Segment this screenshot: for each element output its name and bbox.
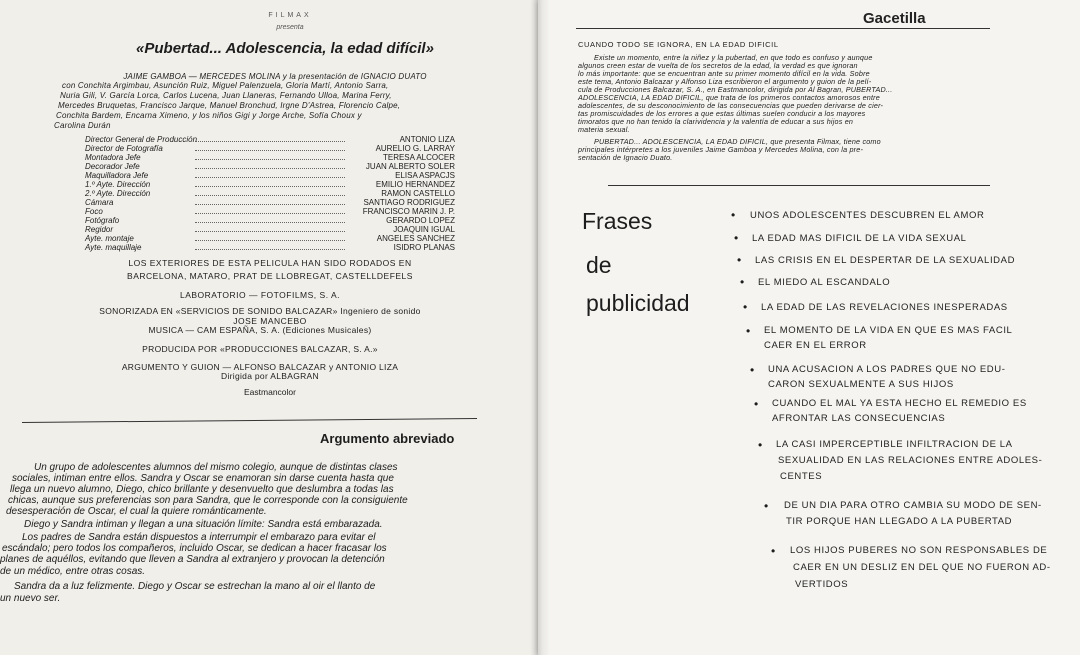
- gacetilla-line: sentación de Ignacio Duato.: [578, 153, 673, 162]
- credit-role: Ayte. maquillaje: [85, 243, 142, 252]
- bullet-icon: •: [740, 275, 745, 289]
- argument-line: Los padres de Sandra están dispuestos a interrumpir el embarazo para evitar el: [22, 532, 376, 543]
- argument-line: Un grupo de adolescentes alumnos del mismo colegio, aunque de distintas clases: [34, 462, 398, 473]
- locations-line: LOS EXTERIORES DE ESTA PELICULA HAN SIDO RODADOS EN: [128, 258, 412, 268]
- phrase-line: VERTIDOS: [795, 579, 849, 590]
- phrase-line: CAER EN UN DESLIZ EN DEL QUE NO FUERON AD-: [793, 562, 1051, 573]
- frases-title-line: de: [586, 252, 612, 278]
- phrase-line: LA CASI IMPERCEPTIBLE INFILTRACION DE LA: [776, 439, 1013, 450]
- bullet-icon: •: [743, 300, 748, 314]
- sound-engineer: JOSE MANCEBO: [233, 316, 307, 326]
- gacetilla-line: lo más importante: que se encuentran ante su primer momento difícil en la vida. Sobre: [578, 69, 870, 78]
- argument-line: Diego y Sandra intiman y llegan a una situación límite: Sandra está embarazada.: [24, 519, 383, 530]
- credit-role: Maquilladora Jefe: [85, 171, 149, 180]
- credit-role: Montadora Jefe: [85, 153, 141, 162]
- credit-role: Cámara: [85, 198, 114, 207]
- argument-line: llega un nuevo alumno, Diego, chico brillante y desenvuelto que deslumbra a todas las: [10, 484, 394, 495]
- script-line: ARGUMENTO Y GUION — ALFONSO BALCAZAR y ANTONIO LIZA: [121, 362, 399, 372]
- phrase-line: AFRONTAR LAS CONSECUENCIAS: [772, 413, 946, 424]
- director-line: Dirigida por ALBAGRAN: [221, 371, 319, 381]
- gacetilla-line: timoratos que no han tenido la clarividencia y la valentía de educar a sus hijos en: [578, 117, 854, 126]
- phrase-line: EL MIEDO AL ESCANDALO: [758, 277, 891, 288]
- credit-name: JOAQUIN IGUAL: [393, 225, 455, 234]
- phrase-line: EL MOMENTO DE LA VIDA EN QUE ES MAS FACIL: [764, 325, 1013, 336]
- phrase-line: CENTES: [780, 471, 823, 482]
- bullet-icon: •: [764, 499, 769, 513]
- argument-line: Sandra da a luz felizmente. Diego y Oscar se estrechan la mano al oir el llanto de: [14, 581, 376, 592]
- phrase-line: DE UN DIA PARA OTRO CAMBIA SU MODO DE SEN-: [784, 500, 1042, 511]
- credit-name: AURELIO G. LARRAY: [375, 144, 455, 153]
- frases-title-line: Frases: [582, 208, 653, 234]
- phrase-line: LAS CRISIS EN EL DESPERTAR DE LA SEXUALIDAD: [755, 255, 1016, 266]
- bullet-icon: •: [737, 253, 742, 267]
- credit-role: Ayte. montaje: [85, 234, 134, 243]
- bullet-icon: •: [750, 363, 755, 377]
- credit-name: TERESA ALCOCER: [382, 153, 455, 162]
- cast-line: Nuria Gili, V. García Lorca, Carlos Lucena, Juan Llaneras, Fernando Ulloa, Marina Ferry,: [60, 91, 392, 100]
- book-spine-shadow: [530, 0, 550, 655]
- credit-name: RAMON CASTELLO: [381, 189, 455, 198]
- credit-name: ELISA ASPACJS: [395, 171, 455, 180]
- sound-line: SONORIZADA EN «SERVICIOS DE SONIDO BALCAZAR» Ingeniero de sonido: [99, 306, 421, 316]
- section-divider: [608, 185, 990, 186]
- argument-line: planes de aquéllos, evitando que lleven a Sandra al extranjero y provocan la detención: [0, 554, 385, 565]
- phrase-line: LOS HIJOS PUBERES NO SON RESPONSABLES DE: [790, 545, 1048, 556]
- cast-line: Mercedes Bruquetas, Francisco Jarque, Manuel Bronchud, Irgne D'Astrea, Florencio Calpe,: [58, 101, 401, 110]
- bullet-icon: •: [731, 208, 736, 222]
- gacetilla-line: PUBERTAD... ADOLESCENCIA, LA EDAD DIFICIL, que presenta Filmax, tiene como: [594, 137, 881, 146]
- credit-row: [85, 243, 455, 253]
- credit-role: Director General de Producción: [85, 135, 198, 144]
- phrase-line: CAER EN EL ERROR: [764, 340, 867, 351]
- credit-name: ANGELES SANCHEZ: [376, 234, 455, 243]
- color-process: Eastmancolor: [244, 387, 296, 397]
- phrase-line: SEXUALIDAD EN LAS RELACIONES ENTRE ADOLES-: [778, 455, 1043, 466]
- cast-line: Conchita Bardem, Encarna Ximeno, y los niños Gigi y Jorge Arche, Sofía Choux y: [56, 111, 362, 120]
- credit-role: Director de Fotografía: [85, 144, 163, 153]
- phrase-line: CARON SEXUALMENTE A SUS HIJOS: [768, 379, 954, 390]
- bullet-icon: •: [758, 438, 763, 452]
- gacetilla-line: algunos creen estar de vuelta de los secretos de la edad, la verdad es que ignoran: [578, 61, 858, 70]
- argument-line: de un médico, entre otras cosas.: [0, 566, 146, 577]
- phrase-line: LA EDAD MAS DIFICIL DE LA VIDA SEXUAL: [752, 233, 967, 244]
- gacetilla-line: principales intérpretes a los juveniles Jaime Gamboa y Mercedes Molina, con la pre-: [578, 145, 864, 154]
- credit-role: Fotógrafo: [85, 216, 120, 225]
- credit-name: ANTONIO LIZA: [399, 135, 455, 144]
- presenter-label: FILMAX: [268, 12, 312, 19]
- gacetilla-line: Existe un momento, entre la niñez y la pubertad, en que todo es confuso y aunque: [594, 53, 873, 62]
- argument-heading: Argumento abreviado: [320, 431, 455, 446]
- argument-line: un nuevo ser.: [0, 593, 61, 604]
- credit-role: 1.º Ayte. Dirección: [85, 180, 151, 189]
- credit-name: ISIDRO PLANAS: [393, 243, 455, 252]
- credit-name: EMILIO HERNANDEZ: [375, 180, 455, 189]
- credit-name: JUAN ALBERTO SOLER: [365, 162, 455, 171]
- bullet-icon: •: [771, 544, 776, 558]
- credit-role: Foco: [85, 207, 103, 216]
- phrase-line: CUANDO EL MAL YA ESTA HECHO EL REMEDIO ES: [772, 398, 1027, 409]
- phrase-line: UNOS ADOLESCENTES DESCUBREN EL AMOR: [750, 210, 985, 221]
- frases-title-line: publicidad: [586, 290, 690, 316]
- phrase-line: LA EDAD DE LAS REVELACIONES INESPERADAS: [761, 302, 1008, 313]
- argument-line: escándalo; pero todos los compañeros, incluido Oscar, se dedican a hacer fracasar los: [2, 543, 387, 554]
- credit-name: SANTIAGO RODRIGUEZ: [363, 198, 455, 207]
- cast-line: con Conchita Argimbau, Asunción Ruiz, Miguel Palenzuela, Gloria Martí, Antonio Sarra,: [62, 81, 389, 90]
- gacetilla-line: ADOLESCENCIA, LA EDAD DIFICIL, que trata de los primeros contactos amorosos entre: [578, 93, 880, 102]
- section-divider: [22, 418, 477, 423]
- argument-line: sociales, intiman entre ellos. Sandra y Oscar se enamoran sin darse cuenta hasta que: [12, 473, 394, 484]
- producer-line: PRODUCIDA POR «PRODUCCIONES BALCAZAR, S. A.»: [142, 344, 378, 354]
- presents-label: presenta: [276, 24, 304, 31]
- right-page: [538, 0, 1080, 655]
- cast-line: JAIME GAMBOA — MERCEDES MOLINA y la presentación de IGNACIO DUATO: [123, 72, 427, 81]
- locations-line: BARCELONA, MATARO, PRAT DE LLOBREGAT, CASTELLDEFELS: [127, 271, 413, 281]
- bullet-icon: •: [754, 397, 759, 411]
- laboratory-line: LABORATORIO — FOTOFILMS, S. A.: [179, 290, 340, 300]
- gacetilla-line: tas promiscuidades de los errores a que estas últimas suelen conducir a los mayores: [578, 109, 866, 118]
- gacetilla-line: adolescentes, de su desconocimiento de las consecuencias que pueden derivarse de cier-: [578, 101, 884, 110]
- argument-line: chicas, aunque sus preferencias son para Sandra, que le corresponde con la consiguiente: [8, 495, 408, 506]
- credit-name: GERARDO LOPEZ: [386, 216, 455, 225]
- gacetilla-line: cula de Producciones Balcazar, S. A., en Eastmancolor, dirigida por Al Bagran, PUBERTAD...: [578, 85, 893, 94]
- gacetilla-title: Gacetilla: [863, 10, 926, 27]
- gacetilla-heading: CUANDO TODO SE IGNORA, EN LA EDAD DIFICIL: [578, 40, 779, 49]
- phrase-line: UNA ACUSACION A LOS PADRES QUE NO EDU-: [768, 364, 1006, 375]
- argument-line: desesperación de Oscar, el cual la quiere románticamente.: [6, 506, 267, 517]
- music-line: MUSICA — CAM ESPAÑA, S. A. (Ediciones Musicales): [148, 325, 372, 335]
- phrase-line: TIR PORQUE HAN LLEGADO A LA PUBERTAD: [786, 516, 1013, 527]
- cast-line: Carolina Durán: [54, 121, 111, 130]
- film-title: «Pubertad... Adolescencia, la edad difícil»: [136, 40, 434, 57]
- credit-name: FRANCISCO MARIN J. P.: [362, 207, 455, 216]
- credit-role: Regidor: [85, 225, 114, 234]
- bullet-icon: •: [746, 324, 751, 338]
- credit-role: 2.º Ayte. Dirección: [85, 189, 151, 198]
- credit-role: Decorador Jefe: [85, 162, 140, 171]
- gacetilla-line: este tema, Antonio Balcazar y Alfonso Liza escribieron el argumento y guion de la pelí-: [578, 77, 872, 86]
- header-rule: [576, 28, 990, 29]
- gacetilla-line: materia sexual.: [578, 125, 630, 134]
- bullet-icon: •: [734, 231, 739, 245]
